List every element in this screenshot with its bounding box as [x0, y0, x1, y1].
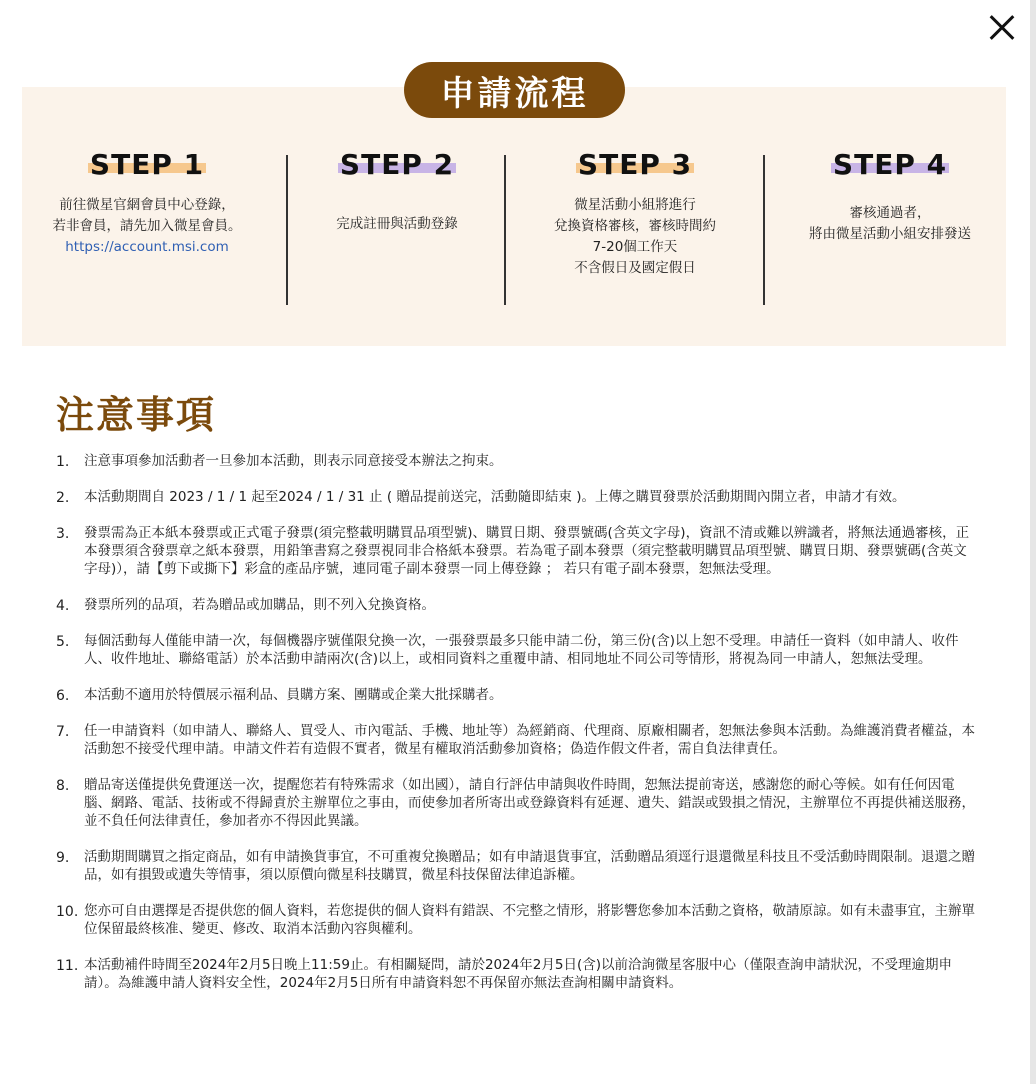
scrollbar[interactable] — [1030, 0, 1036, 1084]
step-divider — [286, 155, 288, 305]
list-item: 4. 發票所列的品項，若為贈品或加購品，則不列入兌換資格。 — [56, 597, 435, 614]
msi-account-link[interactable]: https://account.msi.com — [65, 239, 229, 255]
step-2-description: 完成註冊與活動登錄 — [336, 216, 458, 232]
list-item: 5. 每個活動每人僅能申請一次，每個機器序號僅限兌換一次，一張發票最多只能申請二份，第三份(含)以上恕不受理。申請任一資料（如申請人、收件人、收件地址、聯絡電話）於本活動申請兩次(含)以上，或相同資料之重覆申請、相同地址不同公司等情形，將視為同一申請人，恕無法受理。 — [56, 633, 959, 667]
notes-title: 注意事項 — [56, 392, 217, 437]
step-3-label: STEP 3 — [577, 148, 693, 181]
step-4 — [770, 148, 1010, 245]
step-divider — [504, 155, 506, 305]
list-item: 3. 發票需為正本紙本發票或正式電子發票(須完整載明購買品項型號)、購買日期、發票號碼(含英文字母)，資訊不清或難以辨識者，將無法通過審核，正本發票須含發票章之紙本發票，用鉛筆書寫之發票視同非合格紙本發票。若為電子副本發票（須完整載明購買品項型號、購買日期、發票號碼(含英文字母)），請【剪下或撕下】彩盒的產品序號，連同電子副本發票一同上傳登錄 ； 若只有電子副本發票，恕無法受理。 — [56, 525, 970, 577]
list-item: 11. 本活動補件時間至2024年2月5日晚上11:59止。有相關疑問，請於2024年2月5日(含)以前洽詢微星客服中心（僅限查詢申請狀況，不受理逾期申請）。為維護申請人資料安全性，2024年2月5日所有申請資料恕不再保留亦無法查詢相關申請資料。 — [56, 957, 953, 991]
step-4-description: 審核通過者， 將由微星活動小組安排發送 — [809, 205, 971, 242]
close-icon[interactable] — [982, 8, 1022, 48]
step-4-label: STEP 4 — [832, 148, 948, 181]
notes-list — [56, 452, 976, 1010]
step-3 — [510, 148, 760, 279]
process-title: 申請流程 — [404, 62, 625, 118]
step-2-label: STEP 2 — [339, 148, 455, 181]
list-item: 8. 贈品寄送僅提供免費運送一次，提醒您若有特殊需求（如出國），請自行評估申請與收件時間，恕無法提前寄送，感謝您的耐心等候。如有任何因電腦、網路、電話、技術或不得歸責於主辦單位之事由，而使參加者所寄出或登錄資料有延遲、遺失、錯誤或毀損之情況，主辦單位不再提供補送服務，並不負任何法律責任，參加者亦不得因此異議。 — [56, 777, 975, 829]
step-1-label: STEP 1 — [89, 148, 205, 181]
step-divider — [763, 155, 765, 305]
step-1-description: 前往微星官網會員中心登錄， 若非會員，請先加入微星會員。 https://account.msi.com — [30, 195, 264, 258]
list-item: 2. 本活動期間自 2023 / 1 / 1 起至2024 / 1 / 31 止 ( 贈品提前送完，活動隨即結束 )。上傳之購買發票於活動期間內開立者，申請才有效。 — [56, 489, 906, 506]
step-3-description: 微星活動小組將進行 兌換資格審核，審核時間約 7-20個工作天 不含假日及國定假日 — [554, 197, 716, 276]
step-1 — [30, 148, 264, 258]
step-2 — [292, 148, 502, 235]
list-item: 10. 您亦可自由選擇是否提供您的個人資料，若您提供的個人資料有錯誤、不完整之情形，將影響您參加本活動之資格，敬請原諒。如有未盡事宜，主辦單位保留最終核准、變更、修改、取消本活動內容與權利。 — [56, 903, 975, 937]
list-item: 1. 注意事項參加活動者一旦參加本活動，則表示同意接受本辦法之拘束。 — [56, 453, 503, 470]
list-item: 7. 任一申請資料（如申請人、聯絡人、買受人、市內電話、手機、地址等）為經銷商、代理商、原廠相關者，恕無法參與本活動。為維護消費者權益，本活動恕不接受代理申請。申請文件若有造假不實者，微星有權取消活動參加資格；偽造作假文件者，需自負法律責任。 — [56, 723, 975, 757]
list-item: 6. 本活動不適用於特價展示福利品、員購方案、團購或企業大批採購者。 — [56, 687, 503, 704]
list-item: 9. 活動期間購買之指定商品，如有申請換貨事宜，不可重複兌換贈品；如有申請退貨事宜，活動贈品須逕行退還微星科技且不受活動時間限制。退還之贈品，如有損毀或遺失等情事，須以原價向微星科技購買，微星科技保留法律追訴權。 — [56, 849, 975, 883]
